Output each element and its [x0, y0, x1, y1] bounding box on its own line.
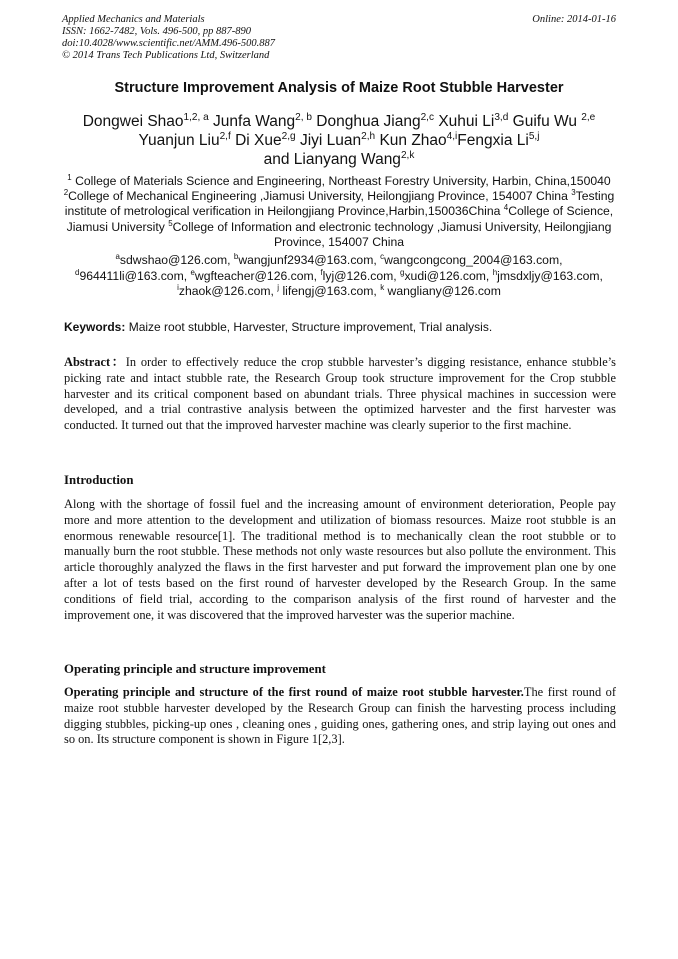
affiliation: College of Materials Science and Engineering, Northeast Forestry University, Harbin, China,150040 [71, 174, 611, 188]
email: xudi@126.com, [404, 268, 493, 283]
paper-title: Structure Improvement Analysis of Maize Root Stubble Harvester [114, 80, 564, 96]
introduction-paragraph: Along with the shortage of fossil fuel and the increasing amount of environment deterioration, People pay more and more attention to the development and utilization of biomass resources. Maize root stubble is an enormous renewable resource[1]. The traditional method is to mechanically clean the root stubble or to manually burn the root stubble. These methods not only waste resources but also pollute the environment. This article thoroughly analyzed the flaws in the first harvester and put forward the improvement plan one by one after a lot of tests based on the first round of harvester developed by the Research Group. In the same conditions of field trial, according to the comparison analysis of the first round of harvester and the improvement one, it was discovered that the improved harvester was the superior machine. [64, 497, 616, 622]
abstract [64, 355, 616, 434]
keywords-text: Maize root stubble, Harvester, Structure improvement, Trial analysis. [125, 320, 493, 334]
author: Donghua Jiang$^{2,c}$ [316, 111, 434, 130]
section-heading-introduction: Introduction [64, 473, 134, 487]
keywords [64, 320, 616, 335]
keywords-label: Keywords: [64, 320, 126, 334]
author: Di Xue$^{2,g}$ [235, 130, 296, 149]
author: Yuanjun Liu$^{2,f}$ [138, 130, 231, 149]
affiliation: College of Mechanical Engineering ,Jiamusi University, Heilongjiang Province, 154007 China [68, 189, 572, 204]
author-list [52, 112, 626, 169]
author: Junfa Wang$^{2, b}$ [213, 111, 312, 130]
journal-name: Applied Mechanics and Materials [62, 14, 205, 25]
email: 964411li@163.com, [79, 268, 191, 283]
email: wangjunf2934@163.com, [238, 253, 381, 267]
affiliation: College of Science, Jiamusi University [66, 204, 614, 234]
copyright-line: © 2014 Trans Tech Publications Ltd, Switzerland [62, 50, 270, 61]
abstract-label: Abstract： [64, 355, 126, 369]
section-heading-operating: Operating principle and structure improvement [64, 662, 326, 676]
abstract-text: In order to effectively reduce the crop stubble harvester’s digging resistance, enhance stubble’s picking rate and intact stubble rate, the Research Group took structure improvement for the Crop stubble harvester and its critical component based on abundant trials. Three physical machines in succession were developed, and a trial contrastive analysis between the optimized harvester and the first harvester was conducted. It turned out that the improved harvester machine was clearly superior to the first machine. [64, 355, 617, 433]
author: Guifu Wu $^{2,e}$ [512, 111, 596, 130]
operating-subheading: Operating principle and structure of the first round of maize root stubble harvester. [64, 685, 524, 699]
author: Jiyi Luan$^{2,h}$ [299, 130, 376, 149]
affiliation: College of Information and electronic technology ,Jiamusi University, Heilongjiang Province, 154007 China [172, 219, 612, 249]
author: and Lianyang Wang$^{2,k}$ [263, 149, 415, 168]
doi-line: doi:10.4028/www.scientific.net/AMM.496-500.887 [62, 38, 275, 49]
email: sdwshao@126.com, [119, 253, 234, 267]
online-date: Online: 2014-01-16 [532, 14, 616, 25]
author: Kun Zhao$^{4,i}$ [379, 130, 458, 149]
operating-text: The first round of maize root stubble harvester developed by the Research Group can finish the harvesting process including digging stubbles, picking-up ones , cleaning ones , guiding ones, gathering ones, and strip laying out ones and so on. Its structure component is shown in Figure 1[2,3]. [64, 685, 617, 747]
running-header [62, 14, 616, 62]
author: Dongwei Shao$^{1,2, a}$ [82, 111, 209, 130]
email: wangliany@126.com [384, 284, 501, 299]
email-list: $^a$sdwshao@126.com, $^b$wangjunf2934@163.com, $^c$wangcongcong_2004@163.com, $^d$964411li@163.com, $^e$wgfteacher@126.com, $^f$lyj@126.com, $^g$xudi@126.com, $^h$jmsdxljy@163.com, $^i$zhaok@126.com, $^j$ lifengj@163.com, $^k$ wangliany@126.com [75, 251, 603, 299]
operating-paragraph [64, 685, 616, 748]
author: Xuhui Li$^{3,d}$ [438, 111, 509, 130]
email: lyj@126.com, [322, 268, 401, 283]
email: lifengj@163.com, [279, 284, 381, 299]
email: wgfteacher@126.com, [194, 268, 321, 283]
email: wangcongcong_2004@163.com, [384, 253, 563, 267]
email: jmsdxljy@163.com, [497, 268, 603, 283]
affiliation: Testing institute of metrological verification in Heilongjiang Province,Harbin,150036China [64, 189, 615, 219]
issn-line: ISSN: 1662-7482, Vols. 496-500, pp 887-890 [62, 26, 251, 37]
email: zhaok@126.com, [178, 284, 278, 299]
affiliations: $^1$ College of Materials Science and Engineering, Northeast Forestry University, Harbin, China,150040 $^2$College of Mechanical Engineering ,Jiamusi University, Heilongjiang Province, 154007 China $^3$Testing institute of metrological verification in Heilongjiang Province,Harbin,150036China $^4$College of Science, Jiamusi University $^5$College of Information and electronic technology ,Jiamusi University, Heilongjiang Province, 154007 China [63, 172, 615, 249]
author: Fengxia Li$^{5,j}$ [457, 130, 540, 149]
